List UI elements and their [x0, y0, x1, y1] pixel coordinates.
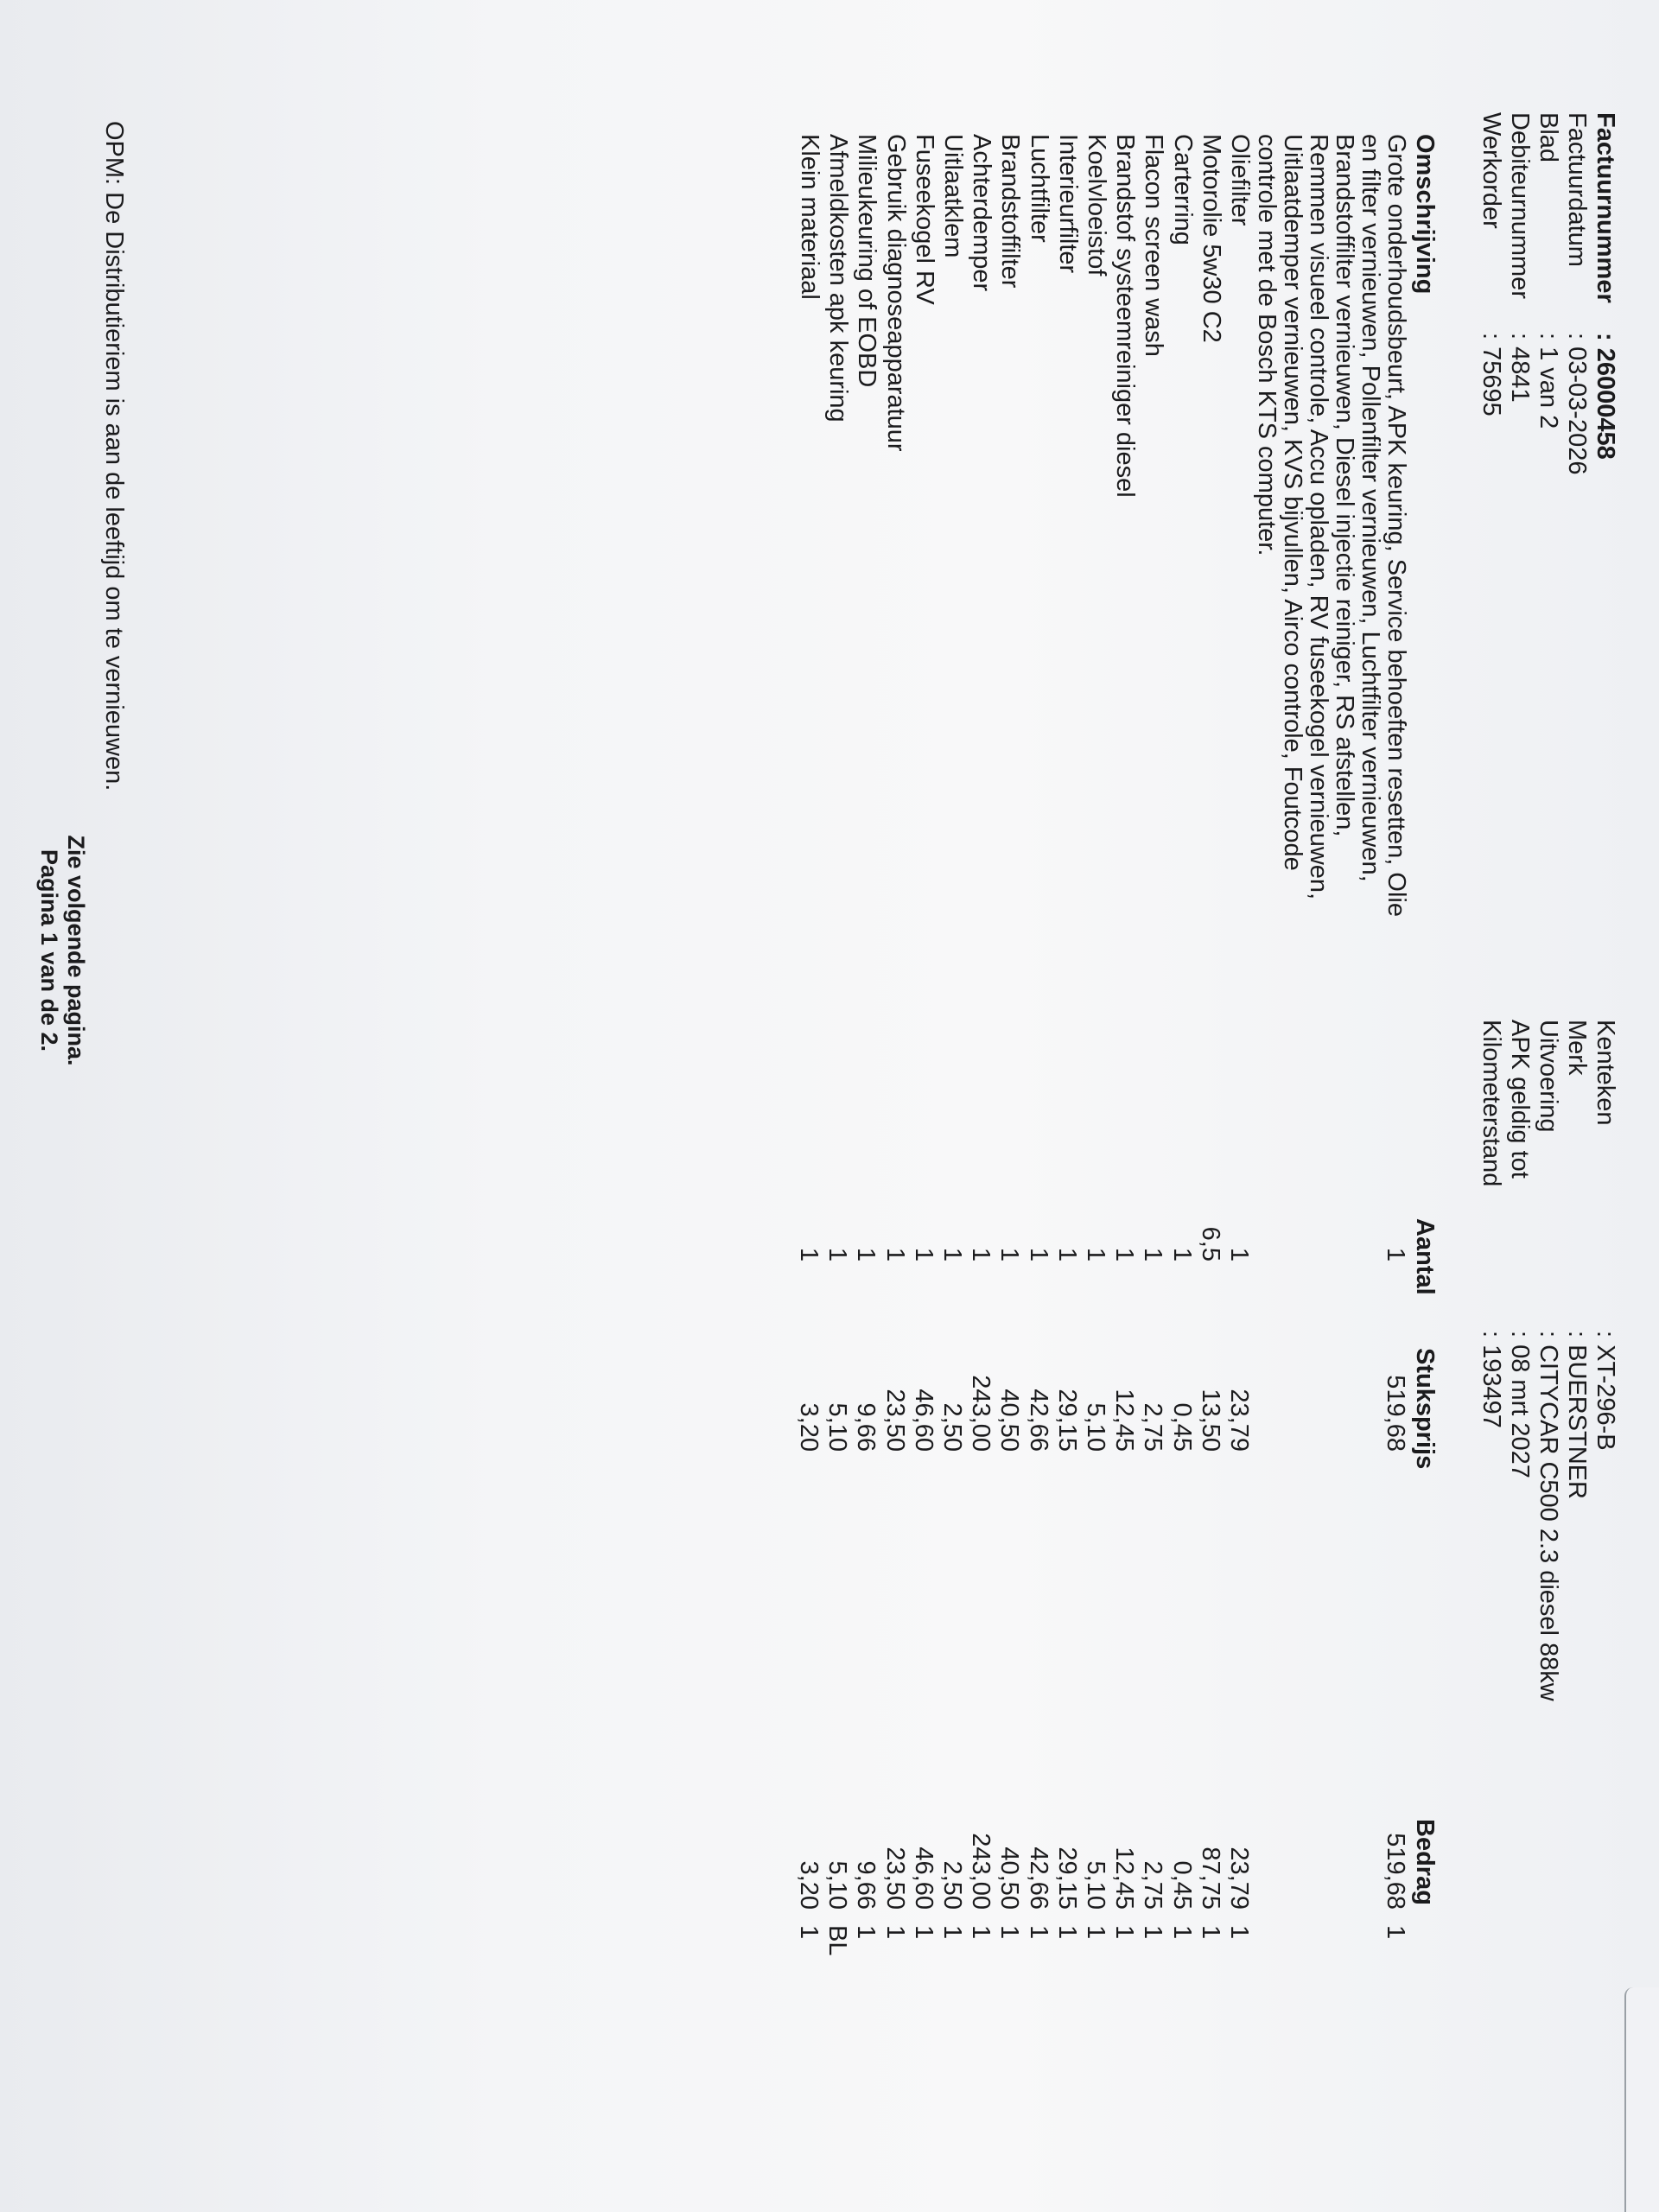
field-value: : BUERSTNER	[1563, 1331, 1591, 1499]
row-omschrijving: Klein materiaal	[796, 134, 823, 300]
row-omschrijving: Milieukeuring of EOBD	[853, 134, 881, 388]
row-stuksprijs: 13,50	[1196, 1389, 1224, 1452]
row-omschrijving: Motorolie 5w30 C2	[1197, 134, 1225, 343]
main-item-bedrag: 519,68	[1382, 1833, 1409, 1910]
row-aantal: 6,5	[1196, 1226, 1224, 1262]
field-value: : 1 van 2	[1535, 333, 1562, 429]
row-aantal: 1	[938, 1247, 966, 1262]
row-aantal: 1	[795, 1247, 823, 1262]
field-value: : 193497	[1478, 1331, 1505, 1428]
row-stuksprijs: 2,50	[938, 1402, 966, 1452]
field-value: : 75695	[1478, 333, 1505, 416]
row-stuksprijs: 9,66	[852, 1402, 880, 1452]
row-bedrag: 5,10	[1082, 1860, 1109, 1910]
row-omschrijving: Fuseekogel RV	[910, 134, 938, 305]
row-omschrijving: Gebruik diagnoseapparatuur	[881, 134, 910, 452]
row-omschrijving: Brandstoffilter	[996, 134, 1025, 289]
row-flag: 1	[1082, 1925, 1109, 1940]
row-flag: 1	[1167, 1925, 1196, 1940]
row-flag: 1	[1052, 1925, 1081, 1940]
main-item-line: Uitlaatdemper vernieuwen, KVS bijvullen, Airco controle, Foutcode	[1279, 134, 1306, 871]
row-aantal: 1	[823, 1247, 852, 1262]
row-flag: 1	[880, 1925, 909, 1940]
row-bedrag: 5,10	[823, 1860, 852, 1910]
field-label: Blad	[1535, 112, 1562, 163]
row-bedrag: 42,66	[1024, 1847, 1052, 1910]
next-page-note: Zie volgende pagina.	[63, 835, 89, 1066]
row-omschrijving: Achterdemper	[968, 134, 996, 292]
row-bedrag: 40,50	[995, 1847, 1024, 1910]
row-stuksprijs: 12,45	[1110, 1389, 1139, 1452]
row-flag: 1	[995, 1925, 1024, 1940]
row-flag: 1	[967, 1925, 995, 1940]
row-stuksprijs: 5,10	[823, 1402, 852, 1452]
row-flag: BL	[823, 1925, 852, 1956]
row-stuksprijs: 29,15	[1052, 1389, 1081, 1452]
row-aantal: 1	[1225, 1247, 1253, 1262]
row-stuksprijs: 23,50	[880, 1389, 909, 1452]
field-label: Merk	[1563, 1020, 1591, 1076]
main-item-line: en filter vernieuwen, Pollenfilter vernieuwen, Luchtfilter vernieuwen,	[1357, 134, 1384, 882]
row-flag: 1	[1225, 1925, 1253, 1940]
row-omschrijving: Carterring	[1168, 134, 1197, 245]
row-stuksprijs: 3,20	[795, 1402, 823, 1452]
field-value: : 26000458	[1592, 333, 1619, 460]
field-label: Factuurnummer	[1592, 112, 1619, 303]
main-item-line: controle met de Bosch KTS computer.	[1253, 134, 1281, 556]
row-aantal: 1	[1110, 1247, 1139, 1262]
row-aantal: 1	[995, 1247, 1024, 1262]
row-flag: 1	[1110, 1925, 1139, 1940]
row-omschrijving: Interieurfilter	[1053, 134, 1082, 274]
row-flag: 1	[1139, 1925, 1167, 1940]
row-aantal: 1	[1139, 1247, 1167, 1262]
main-item-line: Brandstoffilter vernieuwen, Diesel injectie reiniger, RS afstellen,	[1331, 134, 1358, 837]
row-bedrag: 9,66	[852, 1860, 880, 1910]
row-omschrijving: Oliefilter	[1226, 134, 1254, 226]
row-aantal: 1	[880, 1247, 909, 1262]
row-stuksprijs: 40,50	[995, 1389, 1024, 1452]
row-flag: 1	[938, 1925, 966, 1940]
main-item-stuksprijs: 519,68	[1382, 1375, 1409, 1452]
field-label: Debiteurnummer	[1506, 112, 1534, 299]
row-flag: 1	[795, 1925, 823, 1940]
column-header-stuksprijs: Stuksprijs	[1411, 1348, 1439, 1470]
row-stuksprijs: 2,75	[1139, 1402, 1167, 1452]
row-bedrag: 0,45	[1167, 1860, 1196, 1910]
row-flag: 1	[1024, 1925, 1052, 1940]
field-value: : 08 mrt 2027	[1506, 1331, 1534, 1478]
row-flag: 1	[852, 1925, 880, 1940]
main-item-aantal: 1	[1382, 1247, 1409, 1262]
main-item-line: Grote onderhoudsbeurt, APK keuring, Service behoeften resetten, Olie	[1382, 134, 1410, 917]
column-header-aantal: Aantal	[1411, 1218, 1439, 1295]
column-header-bedrag: Bedrag	[1411, 1819, 1439, 1905]
row-flag: 1	[909, 1925, 938, 1940]
row-stuksprijs: 5,10	[1082, 1402, 1109, 1452]
field-label: APK geldig tot	[1506, 1020, 1534, 1179]
row-stuksprijs: 42,66	[1024, 1389, 1052, 1452]
row-aantal: 1	[967, 1247, 995, 1262]
field-value: : 4841	[1506, 333, 1534, 403]
row-flag: 1	[1196, 1925, 1224, 1940]
row-bedrag: 23,50	[880, 1847, 909, 1910]
row-stuksprijs: 0,45	[1167, 1402, 1196, 1452]
page-indicator: Pagina 1 van de 2.	[36, 849, 62, 1052]
field-label: Kilometerstand	[1478, 1020, 1505, 1187]
row-omschrijving: Brandstof systeemreiniger diesel	[1111, 134, 1140, 498]
row-aantal: 1	[1167, 1247, 1196, 1262]
row-omschrijving: Flacon screen wash	[1140, 134, 1168, 357]
row-aantal: 1	[852, 1247, 880, 1262]
row-bedrag: 23,79	[1225, 1847, 1253, 1910]
field-label: Uitvoering	[1535, 1020, 1562, 1133]
row-aantal: 1	[1024, 1247, 1052, 1262]
next-page-edge	[1624, 1987, 1659, 2212]
row-bedrag: 2,75	[1139, 1860, 1167, 1910]
row-aantal: 1	[909, 1247, 938, 1262]
row-bedrag: 243,00	[967, 1833, 995, 1910]
field-label: Kenteken	[1592, 1020, 1619, 1126]
row-omschrijving: Afmeldkosten apk keuring	[824, 134, 853, 423]
field-label: Werkorder	[1478, 112, 1505, 229]
row-stuksprijs: 46,60	[909, 1389, 938, 1452]
row-aantal: 1	[1052, 1247, 1081, 1262]
row-bedrag: 87,75	[1196, 1847, 1224, 1910]
row-bedrag: 29,15	[1052, 1847, 1081, 1910]
row-bedrag: 12,45	[1110, 1847, 1139, 1910]
field-value: : XT-296-B	[1592, 1331, 1619, 1451]
field-value: : CITYCAR C500 2.3 diesel 88kw	[1535, 1331, 1562, 1701]
row-bedrag: 3,20	[795, 1860, 823, 1910]
row-stuksprijs: 23,79	[1225, 1389, 1253, 1452]
field-label: Factuurdatum	[1563, 112, 1591, 267]
row-bedrag: 46,60	[909, 1847, 938, 1910]
main-item-flag: 1	[1382, 1925, 1409, 1940]
column-header-omschrijving: Omschrijving	[1411, 134, 1439, 295]
row-omschrijving: Koelvloeistof	[1083, 134, 1110, 276]
row-omschrijving: Uitlaatklem	[939, 134, 967, 258]
field-value: : 03-03-2026	[1563, 333, 1591, 475]
row-stuksprijs: 243,00	[967, 1375, 995, 1452]
remark-text: OPM: De Distributieriem is aan de leeftijd om te vernieuwen.	[100, 121, 128, 791]
row-bedrag: 2,50	[938, 1860, 966, 1910]
row-aantal: 1	[1082, 1247, 1109, 1262]
row-omschrijving: Luchtfilter	[1025, 134, 1053, 243]
main-item-line: Remmen visueel controle, Accu opladen, RV fuseekogel vernieuwen,	[1305, 134, 1332, 900]
